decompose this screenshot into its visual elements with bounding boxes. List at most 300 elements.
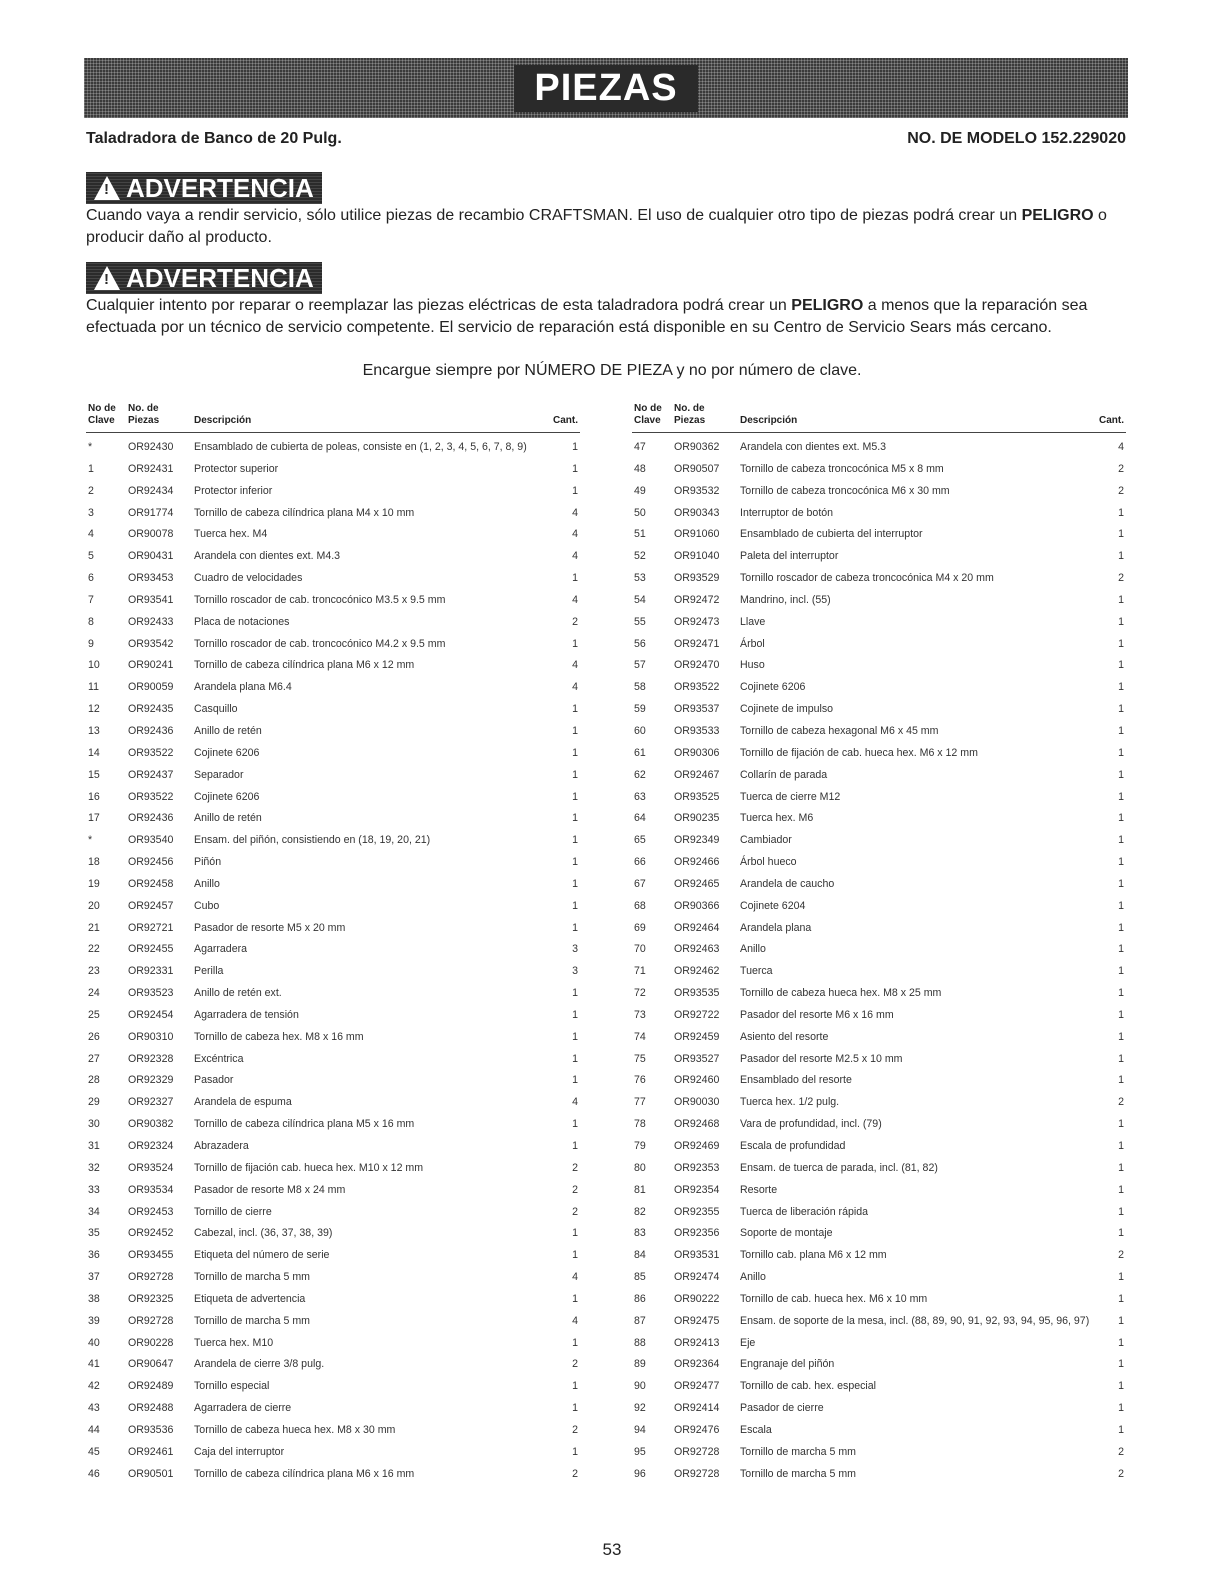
table-row	[632, 1180, 1126, 1202]
key-number: 61	[634, 746, 646, 759]
table-row	[632, 1114, 1126, 1136]
part-description: Arandela plana M6.4	[194, 681, 292, 694]
part-number: OR91040	[674, 550, 720, 563]
table-row	[632, 1420, 1126, 1442]
key-number: 17	[88, 812, 100, 825]
key-number: 60	[634, 724, 646, 737]
part-number: OR92431	[128, 462, 174, 475]
part-description: Arandela de espuma	[194, 1096, 292, 1109]
part-number: OR93523	[128, 987, 174, 1000]
part-number: OR93536	[128, 1423, 174, 1436]
key-number: 18	[88, 856, 100, 869]
quantity: 1	[1118, 1227, 1124, 1240]
part-description: Interruptor de botón	[740, 506, 834, 519]
key-number: 70	[634, 943, 646, 956]
part-description: Pasador de resorte M8 x 24 mm	[194, 1183, 346, 1196]
table-row	[632, 1333, 1126, 1355]
table-row	[86, 1311, 580, 1333]
part-description: Tuerca	[740, 965, 773, 978]
part-description: Cojinete 6206	[194, 746, 260, 759]
part-description: Pasador de resorte M5 x 20 mm	[194, 921, 346, 934]
table-row	[86, 437, 580, 459]
part-number: OR93522	[128, 790, 174, 803]
part-number: OR92457	[128, 899, 174, 912]
table-row	[86, 1267, 580, 1289]
quantity: 1	[572, 746, 578, 759]
part-number: OR92354	[674, 1183, 720, 1196]
key-number: 47	[634, 441, 646, 453]
quantity: 4	[1118, 441, 1124, 453]
part-description: Tornillo de fijación de cab. hueca hex. M6 x 12 mm	[740, 746, 978, 759]
key-number: 28	[88, 1074, 100, 1087]
quantity: 4	[572, 550, 578, 563]
quantity: 1	[1118, 790, 1124, 803]
order-note: Encargue siempre por NÚMERO DE PIEZA y no por número de clave.	[362, 362, 862, 379]
warning-triangle-icon	[94, 176, 120, 200]
part-description: Tornillo roscador de cab. troncocónico M4.2 x 9.5 mm	[194, 637, 446, 650]
part-number: OR92728	[128, 1314, 174, 1327]
part-description: Árbol hueco	[740, 856, 797, 869]
key-number: 37	[88, 1271, 100, 1284]
part-number: OR92327	[128, 1096, 174, 1109]
table-row	[632, 1202, 1126, 1224]
key-number: 12	[88, 703, 100, 716]
part-number: OR93533	[674, 724, 720, 737]
quantity: 1	[572, 1227, 578, 1240]
part-number: OR92454	[128, 1008, 174, 1021]
part-description: Piñón	[194, 856, 222, 869]
part-number: OR92461	[128, 1445, 174, 1458]
part-description: Tuerca de cierre M12	[740, 790, 841, 803]
part-number: OR92413	[674, 1336, 720, 1349]
quantity: 1	[1118, 1074, 1124, 1087]
key-number: 32	[88, 1161, 100, 1174]
key-number: 59	[634, 703, 646, 716]
part-number: OR93542	[128, 637, 174, 650]
warning-label-text: ADVERTENCIA	[126, 262, 314, 293]
quantity: 1	[572, 1336, 578, 1349]
part-description: Separador	[194, 768, 244, 781]
table-row	[86, 1202, 580, 1224]
key-number: 27	[88, 1052, 100, 1065]
part-number: OR92329	[128, 1074, 174, 1087]
table-row	[632, 1464, 1126, 1486]
table-row	[86, 1245, 580, 1267]
part-number: OR93531	[674, 1249, 720, 1262]
table-row	[632, 983, 1126, 1005]
quantity: 2	[572, 1467, 578, 1480]
part-number: OR90235	[674, 812, 720, 825]
table-row	[86, 634, 580, 656]
quantity: 1	[572, 856, 578, 869]
table-header	[86, 401, 580, 433]
quantity: 4	[572, 1314, 578, 1327]
part-number: OR92325	[128, 1292, 174, 1305]
key-number: 35	[88, 1227, 100, 1240]
key-number: 45	[88, 1445, 100, 1458]
key-number: 49	[634, 484, 646, 497]
key-number: 41	[88, 1358, 100, 1371]
quantity: 1	[572, 1008, 578, 1021]
quantity: 1	[1118, 1380, 1124, 1393]
quantity: 1	[1118, 1336, 1124, 1349]
quantity: 1	[1118, 506, 1124, 519]
key-number: 73	[634, 1008, 646, 1021]
part-description: Ensamblado del resorte	[740, 1074, 852, 1087]
part-description: Protector superior	[194, 462, 279, 475]
key-number: *	[88, 834, 93, 847]
key-number: 19	[88, 877, 100, 890]
warning-label-text: ADVERTENCIA	[126, 172, 314, 203]
warning-triangle-icon	[94, 266, 120, 290]
table-row	[632, 612, 1126, 634]
key-number: 58	[634, 681, 646, 694]
part-description: Tornillo de marcha 5 mm	[194, 1271, 310, 1284]
part-number: OR90647	[128, 1358, 174, 1371]
table-row	[632, 1092, 1126, 1114]
part-number: OR92456	[128, 856, 174, 869]
part-description: Tuerca hex. M6	[740, 812, 814, 825]
table-row	[86, 568, 580, 590]
key-number: 44	[88, 1423, 100, 1436]
quantity: 3	[572, 965, 578, 978]
part-description: Tornillo de cabeza cilíndrica plana M6 x 12 mm	[194, 659, 415, 672]
part-number: OR93455	[128, 1249, 174, 1262]
page-number: 53	[602, 1540, 622, 1559]
table-row	[86, 1398, 580, 1420]
part-number: OR92728	[674, 1467, 720, 1480]
table-row	[86, 721, 580, 743]
key-number: 87	[634, 1314, 646, 1327]
key-number: 43	[88, 1402, 100, 1415]
table-row	[86, 699, 580, 721]
part-description: Árbol	[740, 637, 765, 650]
part-description: Etiqueta de advertencia	[194, 1292, 306, 1305]
part-number: OR90431	[128, 550, 174, 563]
table-row	[632, 743, 1126, 765]
key-number: 54	[634, 593, 646, 606]
key-number: 30	[88, 1118, 100, 1131]
part-number: OR92331	[128, 965, 174, 978]
part-description: Cabezal, incl. (36, 37, 38, 39)	[194, 1227, 333, 1240]
quantity: 1	[1118, 615, 1124, 628]
quantity: 1	[1118, 877, 1124, 890]
parts-table-left	[86, 401, 580, 1486]
quantity: 1	[572, 921, 578, 934]
header-quantity: Cant.	[553, 415, 578, 426]
key-number: 85	[634, 1271, 646, 1284]
part-description: Ensamblado de cubierta de poleas, consiste en (1, 2, 3, 4, 5, 6, 7, 8, 9)	[194, 441, 527, 453]
key-number: 4	[88, 528, 94, 541]
quantity: 1	[1118, 899, 1124, 912]
key-number: 55	[634, 615, 646, 628]
part-description: Tornillo especial	[194, 1380, 270, 1393]
quantity: 1	[1118, 1271, 1124, 1284]
part-description: Resorte	[740, 1183, 778, 1196]
quantity: 1	[572, 1445, 578, 1458]
quantity: 1	[1118, 1008, 1124, 1021]
table-row	[632, 808, 1126, 830]
key-number: 3	[88, 506, 94, 519]
table-row	[632, 546, 1126, 568]
key-number: 39	[88, 1314, 100, 1327]
part-number: OR92474	[674, 1271, 720, 1284]
part-number: OR93453	[128, 572, 174, 585]
quantity: 1	[1118, 1314, 1124, 1327]
part-description: Agarradera de cierre	[194, 1402, 292, 1415]
part-description: Collarín de parada	[740, 768, 828, 781]
key-number: 11	[88, 681, 99, 694]
quantity: 4	[572, 1271, 578, 1284]
table-row	[86, 1442, 580, 1464]
part-description: Tuerca hex. M4	[194, 528, 268, 541]
part-number: OR92728	[674, 1445, 720, 1458]
quantity: 1	[1118, 703, 1124, 716]
table-row	[86, 655, 580, 677]
key-number: 82	[634, 1205, 646, 1218]
product-name: Taladradora de Banco de 20 Pulg.	[86, 130, 342, 147]
part-description: Tornillo de cabeza hex. M8 x 16 mm	[194, 1030, 364, 1043]
table-row	[632, 1311, 1126, 1333]
quantity: 4	[572, 506, 578, 519]
table-row	[632, 852, 1126, 874]
key-number: 64	[634, 812, 646, 825]
part-number: OR93541	[128, 593, 174, 606]
table-row	[632, 1070, 1126, 1092]
quantity: 1	[572, 812, 578, 825]
part-description: Cambiador	[740, 834, 792, 847]
part-number: OR93524	[128, 1161, 174, 1174]
warning-label-2	[86, 262, 322, 294]
part-number: OR93537	[674, 703, 720, 716]
part-number: OR92489	[128, 1380, 174, 1393]
table-row	[632, 1049, 1126, 1071]
part-description: Ensam. de soporte de la mesa, incl. (88, 89, 90, 91, 92, 93, 94, 95, 96, 97)	[740, 1314, 1090, 1327]
quantity: 1	[1118, 1402, 1124, 1415]
key-number: 63	[634, 790, 646, 803]
quantity: 1	[1118, 550, 1124, 563]
table-row	[632, 918, 1126, 940]
quantity: 1	[572, 724, 578, 737]
header-key: No de Clave	[88, 403, 116, 426]
key-number: 22	[88, 943, 100, 956]
part-number: OR92465	[674, 877, 720, 890]
table-rows	[86, 437, 580, 1486]
quantity: 1	[572, 768, 578, 781]
part-description: Protector inferior	[194, 484, 273, 497]
key-number: 53	[634, 572, 646, 585]
key-number: 62	[634, 768, 646, 781]
part-description: Cojinete de impulso	[740, 703, 834, 716]
table-row	[632, 1376, 1126, 1398]
table-row	[86, 1049, 580, 1071]
key-number: 6	[88, 572, 94, 585]
quantity: 4	[572, 528, 578, 541]
table-rows	[632, 437, 1126, 1486]
part-number: OR90366	[674, 899, 720, 912]
part-number: OR93540	[128, 834, 174, 847]
warning-emphasis: PELIGRO	[791, 297, 864, 314]
table-row	[632, 896, 1126, 918]
quantity: 1	[572, 1292, 578, 1305]
quantity: 1	[572, 1030, 578, 1043]
table-row	[86, 896, 580, 918]
part-description: Tornillo de cabeza troncocónica M6 x 30 mm	[740, 484, 950, 497]
key-number: 33	[88, 1183, 100, 1196]
part-number: OR90362	[674, 441, 720, 453]
quantity: 1	[1118, 921, 1124, 934]
quantity: 1	[572, 703, 578, 716]
quantity: 1	[572, 987, 578, 1000]
key-number: 89	[634, 1358, 646, 1371]
table-row	[86, 1420, 580, 1442]
table-row	[86, 1114, 580, 1136]
part-description: Arandela de caucho	[740, 877, 835, 890]
part-number: OR92433	[128, 615, 174, 628]
part-number: OR92472	[674, 593, 720, 606]
quantity: 2	[1118, 1467, 1124, 1480]
key-number: 52	[634, 550, 646, 563]
part-description: Asiento del resorte	[740, 1030, 829, 1043]
quantity: 1	[1118, 987, 1124, 1000]
key-number: 94	[634, 1423, 646, 1436]
part-number: OR90507	[674, 462, 720, 475]
part-description: Tornillo cab. plana M6 x 12 mm	[740, 1249, 887, 1262]
part-description: Cuadro de velocidades	[194, 572, 303, 585]
part-description: Tornillo de cab. hueca hex. M6 x 10 mm	[740, 1292, 928, 1305]
table-row	[86, 983, 580, 1005]
key-number: 8	[88, 615, 94, 628]
part-description: Eje	[740, 1336, 756, 1349]
key-number: 24	[88, 987, 100, 1000]
table-row	[632, 655, 1126, 677]
table-row	[86, 1070, 580, 1092]
key-number: 68	[634, 899, 646, 912]
key-number: 34	[88, 1205, 100, 1218]
key-number: 77	[634, 1096, 646, 1109]
key-number: 25	[88, 1008, 100, 1021]
header-part: No. de Piezas	[128, 403, 160, 426]
quantity: 1	[572, 572, 578, 585]
quantity: 1	[1118, 1140, 1124, 1152]
part-description: Pasador del resorte M2.5 x 10 mm	[740, 1052, 903, 1065]
part-number: OR92462	[674, 965, 720, 978]
table-row	[632, 1289, 1126, 1311]
quantity: 1	[572, 462, 578, 475]
part-number: OR92722	[674, 1008, 720, 1021]
part-number: OR92430	[128, 441, 174, 453]
quantity: 1	[572, 1074, 578, 1087]
table-header	[632, 401, 1126, 433]
part-number: OR92453	[128, 1205, 174, 1218]
key-number: 57	[634, 659, 646, 672]
quantity: 1	[1118, 1358, 1124, 1371]
part-number: OR92470	[674, 659, 720, 672]
part-number: OR90078	[128, 528, 174, 541]
part-description: Tornillo de cab. hex. especial	[740, 1380, 877, 1393]
table-row	[86, 1289, 580, 1311]
part-description: Arandela de cierre 3/8 pulg.	[194, 1358, 325, 1371]
part-description: Llave	[740, 615, 766, 628]
key-number: 9	[88, 637, 94, 650]
table-row	[86, 830, 580, 852]
part-number: OR92364	[674, 1358, 720, 1371]
part-description: Pasador de cierre	[740, 1402, 824, 1415]
part-number: OR92353	[674, 1161, 720, 1174]
key-number: 40	[88, 1336, 100, 1349]
table-row	[632, 503, 1126, 525]
table-row	[86, 808, 580, 830]
key-number: 75	[634, 1052, 646, 1065]
table-row	[86, 1223, 580, 1245]
part-description: Ensam. del piñón, consistiendo en (18, 19, 20, 21)	[194, 834, 431, 847]
key-number: 13	[88, 724, 100, 737]
part-number: OR92436	[128, 812, 174, 825]
key-number: 83	[634, 1227, 646, 1240]
table-row	[86, 1464, 580, 1486]
quantity: 3	[572, 943, 578, 956]
part-description: Abrazadera	[194, 1140, 249, 1152]
quantity: 1	[1118, 593, 1124, 606]
quantity: 1	[572, 441, 578, 453]
part-description: Anillo de retén	[194, 812, 262, 825]
quantity: 1	[572, 1249, 578, 1262]
quantity: 1	[1118, 812, 1124, 825]
part-number: OR90382	[128, 1118, 174, 1131]
part-number: OR93532	[674, 484, 720, 497]
key-number: 5	[88, 550, 94, 563]
table-row	[86, 459, 580, 481]
part-description: Tornillo de cabeza cilíndrica plana M6 x 16 mm	[194, 1467, 415, 1480]
part-number: OR90501	[128, 1467, 174, 1480]
table-row	[86, 939, 580, 961]
quantity: 1	[1118, 1052, 1124, 1065]
table-row	[86, 961, 580, 983]
part-number: OR92471	[674, 637, 720, 650]
key-number: 38	[88, 1292, 100, 1305]
table-row	[632, 699, 1126, 721]
part-number: OR90343	[674, 506, 720, 519]
part-description: Cojinete 6206	[194, 790, 260, 803]
part-number: OR90310	[128, 1030, 174, 1043]
part-number: OR92349	[674, 834, 720, 847]
table-row	[632, 568, 1126, 590]
quantity: 4	[572, 593, 578, 606]
quantity: 1	[1118, 834, 1124, 847]
table-row	[86, 1092, 580, 1114]
quantity: 1	[572, 1380, 578, 1393]
part-description: Mandrino, incl. (55)	[740, 593, 831, 606]
quantity: 1	[572, 637, 578, 650]
part-description: Anillo	[740, 1271, 766, 1284]
part-number: OR92414	[674, 1402, 720, 1415]
key-number: 36	[88, 1249, 100, 1262]
table-row	[86, 481, 580, 503]
part-number: OR92452	[128, 1227, 174, 1240]
header-part: No. de Piezas	[674, 403, 706, 426]
table-row	[632, 1267, 1126, 1289]
key-number: 15	[88, 768, 100, 781]
part-description: Placa de notaciones	[194, 615, 290, 628]
table-row	[86, 677, 580, 699]
page-title: PIEZAS	[514, 65, 697, 112]
part-description: Ensamblado de cubierta del interruptor	[740, 528, 923, 541]
key-number: 31	[88, 1140, 100, 1152]
part-description: Tornillo de fijación cab. hueca hex. M10 x 12 mm	[194, 1161, 424, 1174]
quantity: 1	[1118, 528, 1124, 541]
table-row	[632, 1027, 1126, 1049]
key-number: *	[88, 441, 93, 453]
